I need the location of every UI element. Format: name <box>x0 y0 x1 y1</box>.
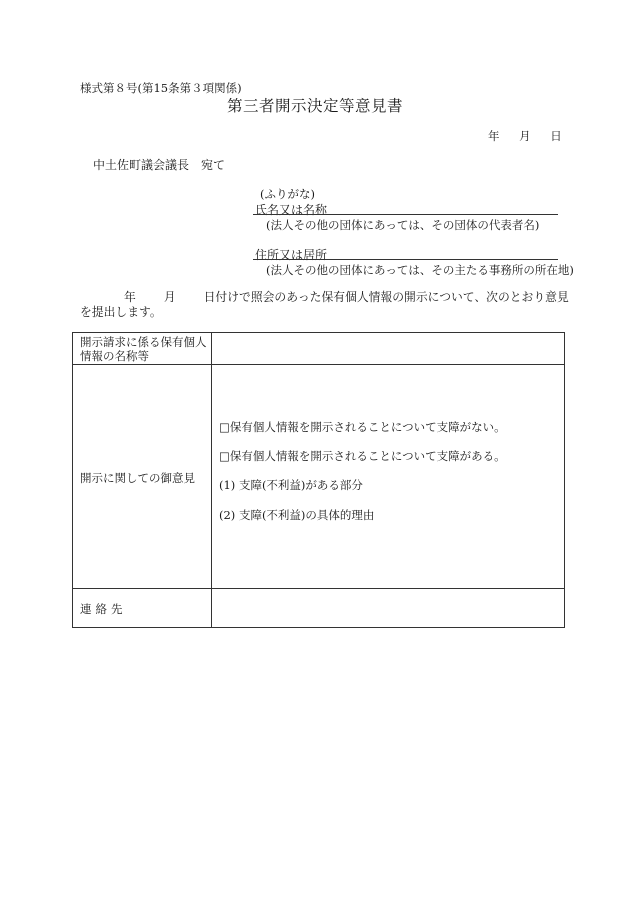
row-contact-label: 連絡先 <box>80 602 127 616</box>
paragraph-month: 月 <box>163 290 176 304</box>
intro-paragraph <box>80 290 570 320</box>
table-column-divider <box>211 332 212 628</box>
date-line: 年 月 日 <box>488 129 562 143</box>
objection-part-item: (1) 支障(不利益)がある部分 <box>219 478 363 492</box>
furigana-label: (ふりがな) <box>260 187 315 201</box>
paragraph-text: 日付けで照会のあった保有個人情報の開示について、次のとおり意見を提出します。 <box>80 290 569 319</box>
addressee: 中土佐町議会議長 宛て <box>93 158 226 172</box>
form-number: 様式第８号(第15条第３項関係) <box>80 81 242 95</box>
option-objection[interactable]: □保有個人情報を開示されることについて支障がある。 <box>219 449 506 463</box>
document-title: 第三者開示決定等意見書 <box>226 97 403 115</box>
address-note: (法人その他の団体にあっては、その主たる事務所の所在地) <box>266 263 574 277</box>
table-row-divider-2 <box>72 588 565 589</box>
name-underline[interactable] <box>253 214 558 215</box>
address-label: 住所又は居所 <box>255 248 328 262</box>
option-no-objection[interactable]: □保有個人情報を開示されることについて支障がない。 <box>219 420 506 434</box>
paragraph-year: 年 <box>124 290 136 304</box>
name-note: (法人その他の団体にあっては、その団体の代表者名) <box>266 218 540 232</box>
address-underline[interactable] <box>253 259 558 260</box>
row-opinion-label: 開示に関しての御意見 <box>80 471 195 485</box>
objection-reason-item: (2) 支障(不利益)の具体的理由 <box>219 508 375 522</box>
row-info-name-label: 開示請求に係る保有個人情報の名称等 <box>80 335 207 363</box>
table-row-divider-1 <box>72 364 565 365</box>
name-label: 氏名又は名称 <box>255 203 328 217</box>
